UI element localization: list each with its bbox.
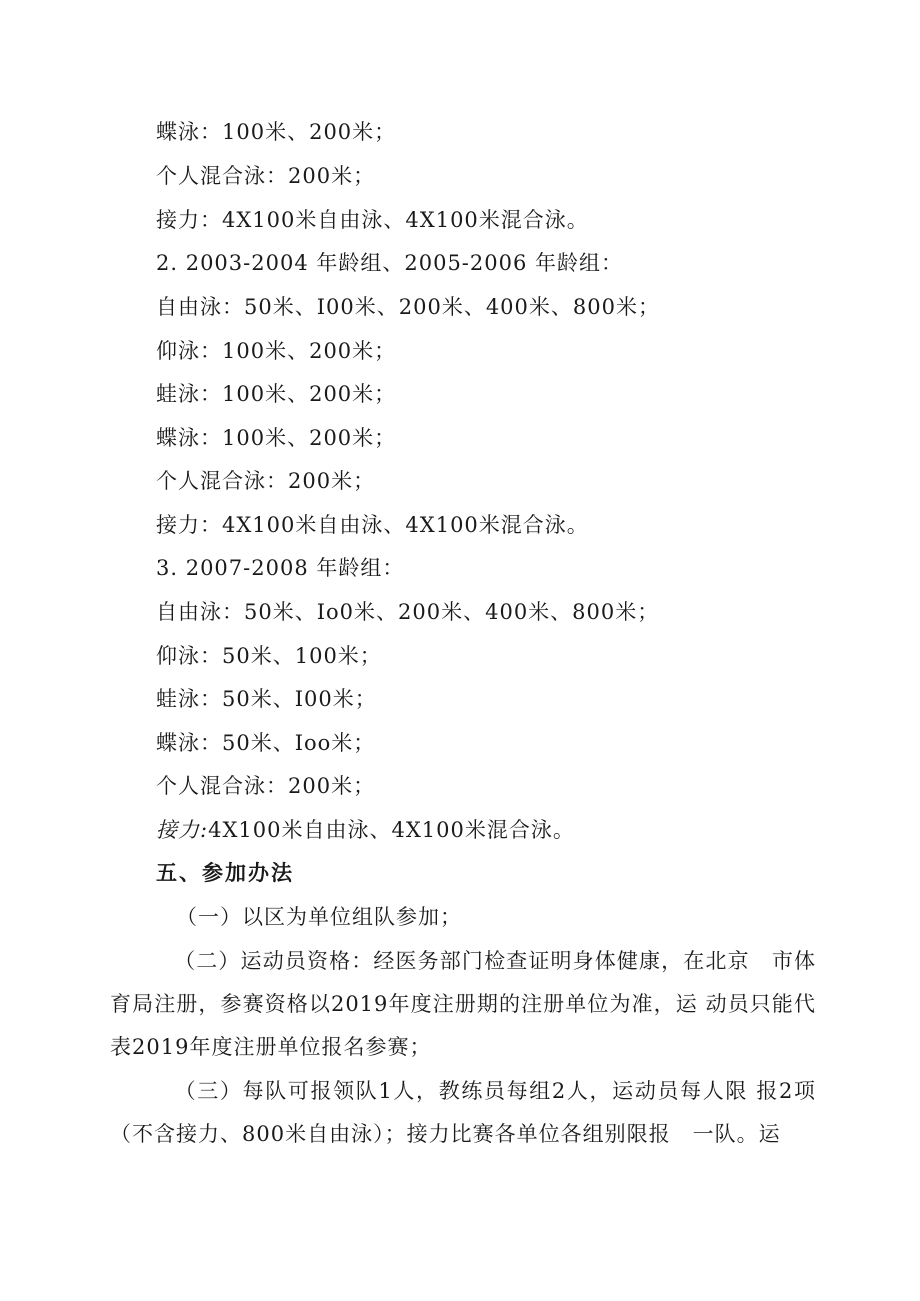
clause-2 [110, 940, 816, 1069]
relay-label: 接力: [156, 818, 209, 842]
event-line: 个人混合泳：200米； [156, 774, 376, 798]
event-line: 蛙泳：50米、I00米； [156, 687, 377, 711]
event-line: 蛙泳：100米、200米； [156, 382, 397, 406]
event-line: 仰泳：100米、200米； [156, 339, 397, 363]
section-heading: 五、参加办法 [156, 861, 294, 885]
event-line: 接力：4X100米自由泳、4X100米混合泳。 [156, 208, 589, 232]
event-line: 个人混合泳：200米； [156, 469, 376, 493]
clause-3-text: （三）每队可报领队1人，教练员每组2人，运动员每人限 报2项（不含接力、800米自由泳）；接力比赛各单位各组别限报 一队。运 [110, 1079, 816, 1146]
event-line: 蝶泳：100米、200米； [156, 426, 397, 450]
clause-1: （一）以区为单位组队参加； [176, 905, 462, 929]
clause-2-text: （二）运动员资格：经医务部门检查证明身体健康，在北京 市体育局注册，参赛资格以2019年度注册期的注册单位为准，运 动员只能代表2019年度注册单位报名参赛； [110, 949, 816, 1059]
event-line: 自由泳：50米、I00米、200米、400米、800米； [156, 295, 660, 319]
relay-text: 4X100米自由泳、4X100米混合泳。 [208, 818, 575, 842]
event-line: 蝶泳：50米、Ioo米； [156, 731, 376, 755]
event-line: 接力：4X100米自由泳、4X100米混合泳。 [156, 513, 589, 537]
clause-3 [110, 1070, 816, 1156]
event-line: 自由泳：50米、Io0米、200米、400米、800米； [156, 600, 660, 624]
age-group-heading: 3. 2007-2008 年龄组： [156, 556, 405, 580]
event-line: 仰泳：50米、100米； [156, 644, 382, 668]
event-line: 个人混合泳：200米； [156, 164, 376, 188]
event-line-relay [156, 816, 575, 844]
event-line: 蝶泳：100米、200米； [156, 120, 397, 144]
age-group-heading: 2. 2003-2004 年龄组、2005-2006 年龄组： [156, 251, 624, 275]
